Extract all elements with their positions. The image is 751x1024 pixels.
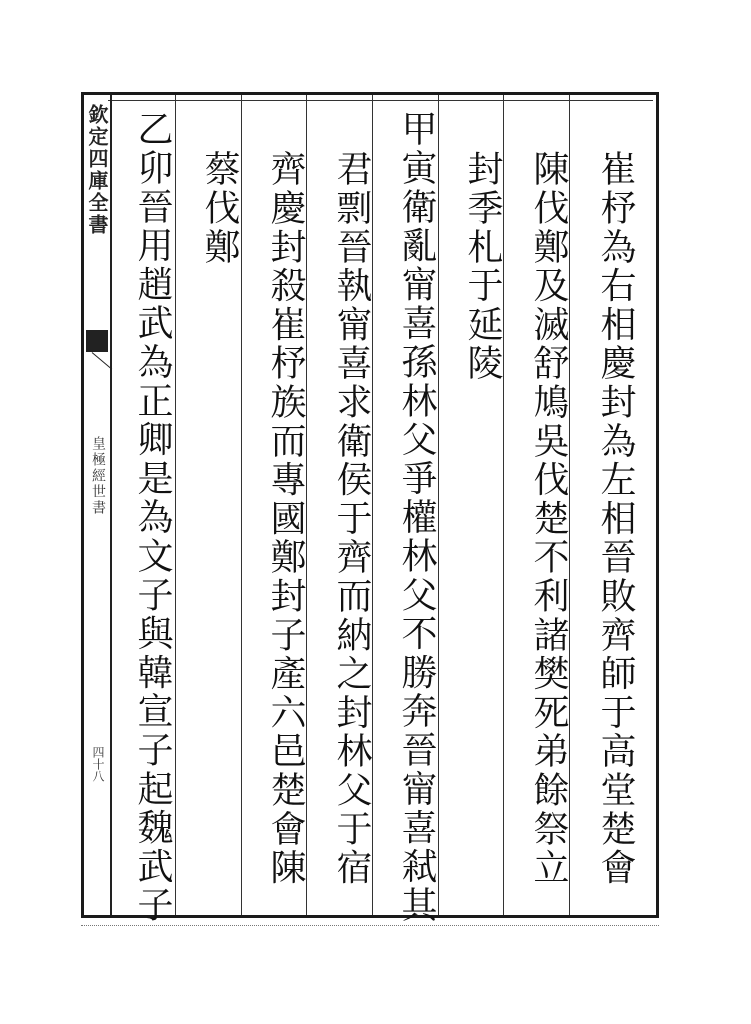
text-column-6: 齊慶封殺崔杼族而專國鄭封子產六邑楚會陳 — [265, 150, 306, 888]
column-rule — [175, 95, 176, 915]
text-column-2: 陳伐鄭及滅舒鳩吳伐楚不利諸樊死弟餘祭立 — [528, 150, 569, 888]
frame-top-rule — [108, 100, 653, 101]
margin-book-title: 皇極經世書 — [90, 436, 106, 516]
scan-bottom-edge — [81, 925, 659, 932]
text-column-4: 甲寅衛亂甯喜孫林父爭權林父不勝奔晉甯喜弒其 — [396, 110, 437, 925]
column-rule — [438, 95, 439, 915]
text-column-5: 君剽晉執甯喜求衛侯于齊而納之封林父于宿 — [331, 150, 372, 888]
text-column-8: 乙卯晉用趙武為正卿是為文子與韓宣子起魏武子 — [132, 110, 173, 925]
margin-page-number: 四十八 — [91, 746, 105, 782]
text-column-7: 蔡伐鄭 — [199, 150, 240, 267]
column-rule — [241, 95, 242, 915]
text-column-3: 封季札于延陵 — [462, 150, 503, 383]
text-column-1: 崔杼為右相慶封為左相晉敗齊師于高堂楚會 — [595, 150, 636, 888]
fishtail-mark-icon — [86, 330, 108, 352]
margin-book-series-title: 欽定四庫全書 — [85, 104, 109, 236]
